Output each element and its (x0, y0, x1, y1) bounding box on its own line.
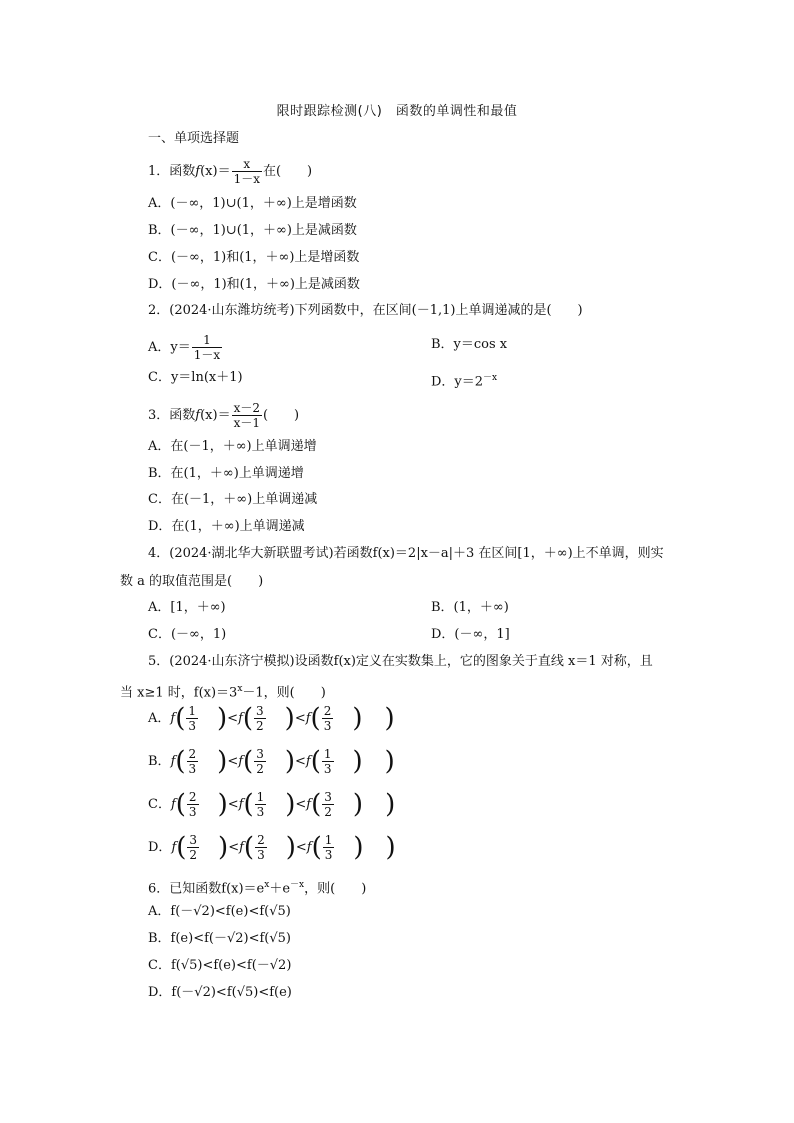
less-than-sign: < (227, 711, 239, 726)
question-3-fraction: $\frac{x-2}{x-1}$ (233, 401, 260, 430)
left-paren: ( (176, 832, 187, 863)
function-symbol: f (238, 754, 244, 769)
option-label: B． (148, 754, 171, 769)
question-3-option-b[interactable]: B．在(1，＋∞)上单调递增 (148, 466, 304, 481)
fraction-denominator: 2 (256, 719, 264, 733)
fraction (187, 833, 199, 862)
less-than-sign: < (228, 840, 240, 855)
question-1-option-b[interactable]: B．(－∞，1)∪(1，＋∞)上是减函数 (148, 223, 357, 238)
function-symbol: f (238, 797, 244, 812)
question-1-option-d[interactable]: D．(－∞，1)和(1，＋∞)上是减函数 (148, 277, 360, 292)
fraction-numerator: 3 (324, 790, 332, 804)
fraction-numerator: 1 (256, 790, 265, 804)
question-3-option-d[interactable]: D．在(1，＋∞)上单调递减 (148, 519, 305, 534)
less-than-sign: < (227, 797, 239, 812)
question-4-option-b[interactable]: B．(1，＋∞) (431, 600, 509, 615)
question-5-option-a[interactable] (148, 704, 395, 733)
left-paren: ( (310, 703, 321, 734)
question-6-stem: 6．已知函数$f(x)=e^x+e^{-x}$，则( ) (148, 880, 367, 897)
option-label: C． (148, 797, 171, 812)
fraction (254, 704, 266, 733)
right-paren: ) (385, 789, 396, 820)
left-paren: ( (175, 746, 186, 777)
function-symbol: f (239, 840, 244, 855)
right-paren: ) (352, 789, 364, 820)
fraction-numerator: 1 (188, 704, 196, 718)
question-3-option-c[interactable]: C．在(－1，＋∞)上单调递减 (148, 492, 318, 507)
fraction-denominator: 3 (323, 719, 332, 733)
question-6-option-a[interactable]: A．f(－√2)<f(e)<f(√5) (148, 904, 291, 919)
fraction (186, 704, 198, 733)
question-5-option-c[interactable] (148, 790, 395, 819)
fraction-denominator: 2 (324, 805, 332, 819)
right-paren: ) (285, 832, 296, 863)
right-paren: ) (352, 746, 363, 777)
fraction-numerator: 2 (188, 747, 197, 761)
left-paren: ( (243, 746, 254, 777)
section-heading: 一、单项选择题 (148, 131, 240, 146)
fraction-numerator: 2 (323, 704, 332, 718)
fraction-numerator: 1 (324, 833, 333, 847)
left-paren: ( (243, 789, 254, 820)
left-paren: ( (175, 789, 186, 820)
fraction (254, 747, 266, 776)
question-6-option-d[interactable]: D．f(－√2)<f(√5)<f(e) (148, 985, 292, 1000)
fraction (255, 790, 267, 819)
fraction-denominator: 3 (323, 762, 332, 776)
right-paren: ) (284, 746, 295, 777)
fraction (322, 747, 334, 776)
option-label: A． (148, 711, 171, 726)
question-1-stem: 1．函数f(x)＝ $\frac{x}{1-x}$ 在( ) (148, 157, 313, 186)
option-label: D． (148, 840, 172, 855)
question-4-option-a[interactable]: A．[1，＋∞) (148, 600, 226, 615)
fraction-denominator: 3 (324, 848, 333, 862)
question-2-option-d[interactable]: D．$y=2^{-x}$ (431, 373, 498, 390)
question-6-option-b[interactable]: B．f(e)<f(－√2)<f(√5) (148, 931, 292, 946)
less-than-sign: < (295, 797, 307, 812)
fraction (323, 833, 335, 862)
question-3-stem: 3．函数f(x)＝ $\frac{x-2}{x-1}$ ( ) (148, 401, 300, 430)
fraction-numerator: 3 (189, 833, 198, 847)
fraction-numerator: 2 (188, 790, 197, 804)
page-title: 限时跟踪检测(八) 函数的单调性和最值 (276, 104, 518, 119)
left-paren: ( (310, 746, 321, 777)
question-5-option-b[interactable] (148, 747, 395, 776)
right-paren: ) (284, 703, 295, 734)
question-2-option-a[interactable]: A．y＝ $\frac{1}{1-x}$ (148, 333, 221, 362)
function-symbol: f (305, 754, 311, 769)
question-4-option-d[interactable]: D．(－∞，1] (431, 627, 510, 642)
fraction-denominator: 3 (256, 805, 265, 819)
fraction (187, 790, 199, 819)
question-5-stem-line2: 当 x≥1 时，$f(x)=3^x-1$，则( ) (120, 684, 326, 701)
right-paren: ) (384, 746, 395, 777)
fraction-denominator: 2 (256, 762, 264, 776)
question-3-option-a[interactable]: A．在(－1，＋∞)上单调递增 (148, 439, 317, 454)
right-paren: ) (285, 789, 296, 820)
function-symbol: f (171, 840, 177, 855)
fraction (255, 833, 267, 862)
fraction-numerator: 3 (256, 747, 264, 761)
function-symbol: f (306, 797, 312, 812)
question-1-option-c[interactable]: C．(－∞，1)和(1，＋∞)上是增函数 (148, 250, 360, 265)
fraction-denominator: 3 (257, 848, 265, 862)
fraction-numerator: 2 (257, 833, 265, 847)
less-than-sign: < (227, 754, 239, 769)
question-5-stem-line1: 5．(2024·山东济宁模拟)设函数f(x)定义在实数集上，它的图象关于直线 x＝1 对称，且 (148, 654, 653, 669)
fraction-numerator: 1 (323, 747, 332, 761)
fraction (322, 704, 334, 733)
left-paren: ( (311, 789, 322, 820)
question-6-option-c[interactable]: C．f(√5)<f(e)<f(－√2) (148, 958, 292, 973)
less-than-sign: < (294, 711, 306, 726)
question-2-option-b[interactable]: B．y＝cos x (431, 337, 508, 352)
fraction-denominator: 3 (188, 805, 197, 819)
function-symbol: f (170, 711, 176, 726)
left-paren: ( (243, 832, 255, 863)
right-paren: ) (353, 832, 364, 863)
question-4-stem-line1: 4．(2024·湖北华大新联盟考试)若函数f(x)＝2|x－a|＋3 在区间[1，＋∞)上不单调，则实 (148, 546, 664, 561)
question-2-fraction: $\frac{1}{1-x}$ (193, 333, 221, 362)
question-4-stem-line2: 数 a 的取值范围是( ) (120, 574, 264, 589)
right-paren: ) (217, 789, 228, 820)
left-paren: ( (242, 703, 254, 734)
question-2-stem: 2．(2024·山东潍坊统考)下列函数中，在区间(－1,1)上单调递减的是( ) (148, 303, 583, 318)
question-2-option-c[interactable]: C．y＝ln(x＋1) (148, 370, 243, 385)
fraction (322, 790, 334, 819)
question-4-option-c[interactable]: C．(－∞，1) (148, 627, 227, 642)
question-5-option-d[interactable] (148, 833, 396, 862)
less-than-sign: < (295, 754, 306, 769)
right-paren: ) (217, 746, 228, 777)
left-paren: ( (175, 703, 186, 734)
fraction-denominator: 2 (189, 848, 198, 862)
right-paren: ) (384, 703, 395, 734)
function-symbol: f (306, 840, 312, 855)
fraction-denominator: 3 (188, 762, 197, 776)
fraction-denominator: 3 (188, 719, 196, 733)
fraction-numerator: 3 (256, 704, 264, 718)
right-paren: ) (217, 703, 228, 734)
function-symbol: f (170, 797, 176, 812)
right-paren: ) (218, 832, 229, 863)
function-symbol: f (238, 711, 243, 726)
question-1-fraction: $\frac{x}{1-x}$ (233, 157, 260, 186)
function-symbol: f (305, 711, 311, 726)
less-than-sign: < (295, 840, 307, 855)
question-1-option-a[interactable]: A．(－∞，1)∪(1，＋∞)上是增函数 (148, 196, 357, 211)
right-paren: ) (352, 703, 363, 734)
function-symbol: f (170, 754, 176, 769)
fraction (187, 747, 199, 776)
right-paren: ) (385, 832, 396, 863)
left-paren: ( (311, 832, 322, 863)
